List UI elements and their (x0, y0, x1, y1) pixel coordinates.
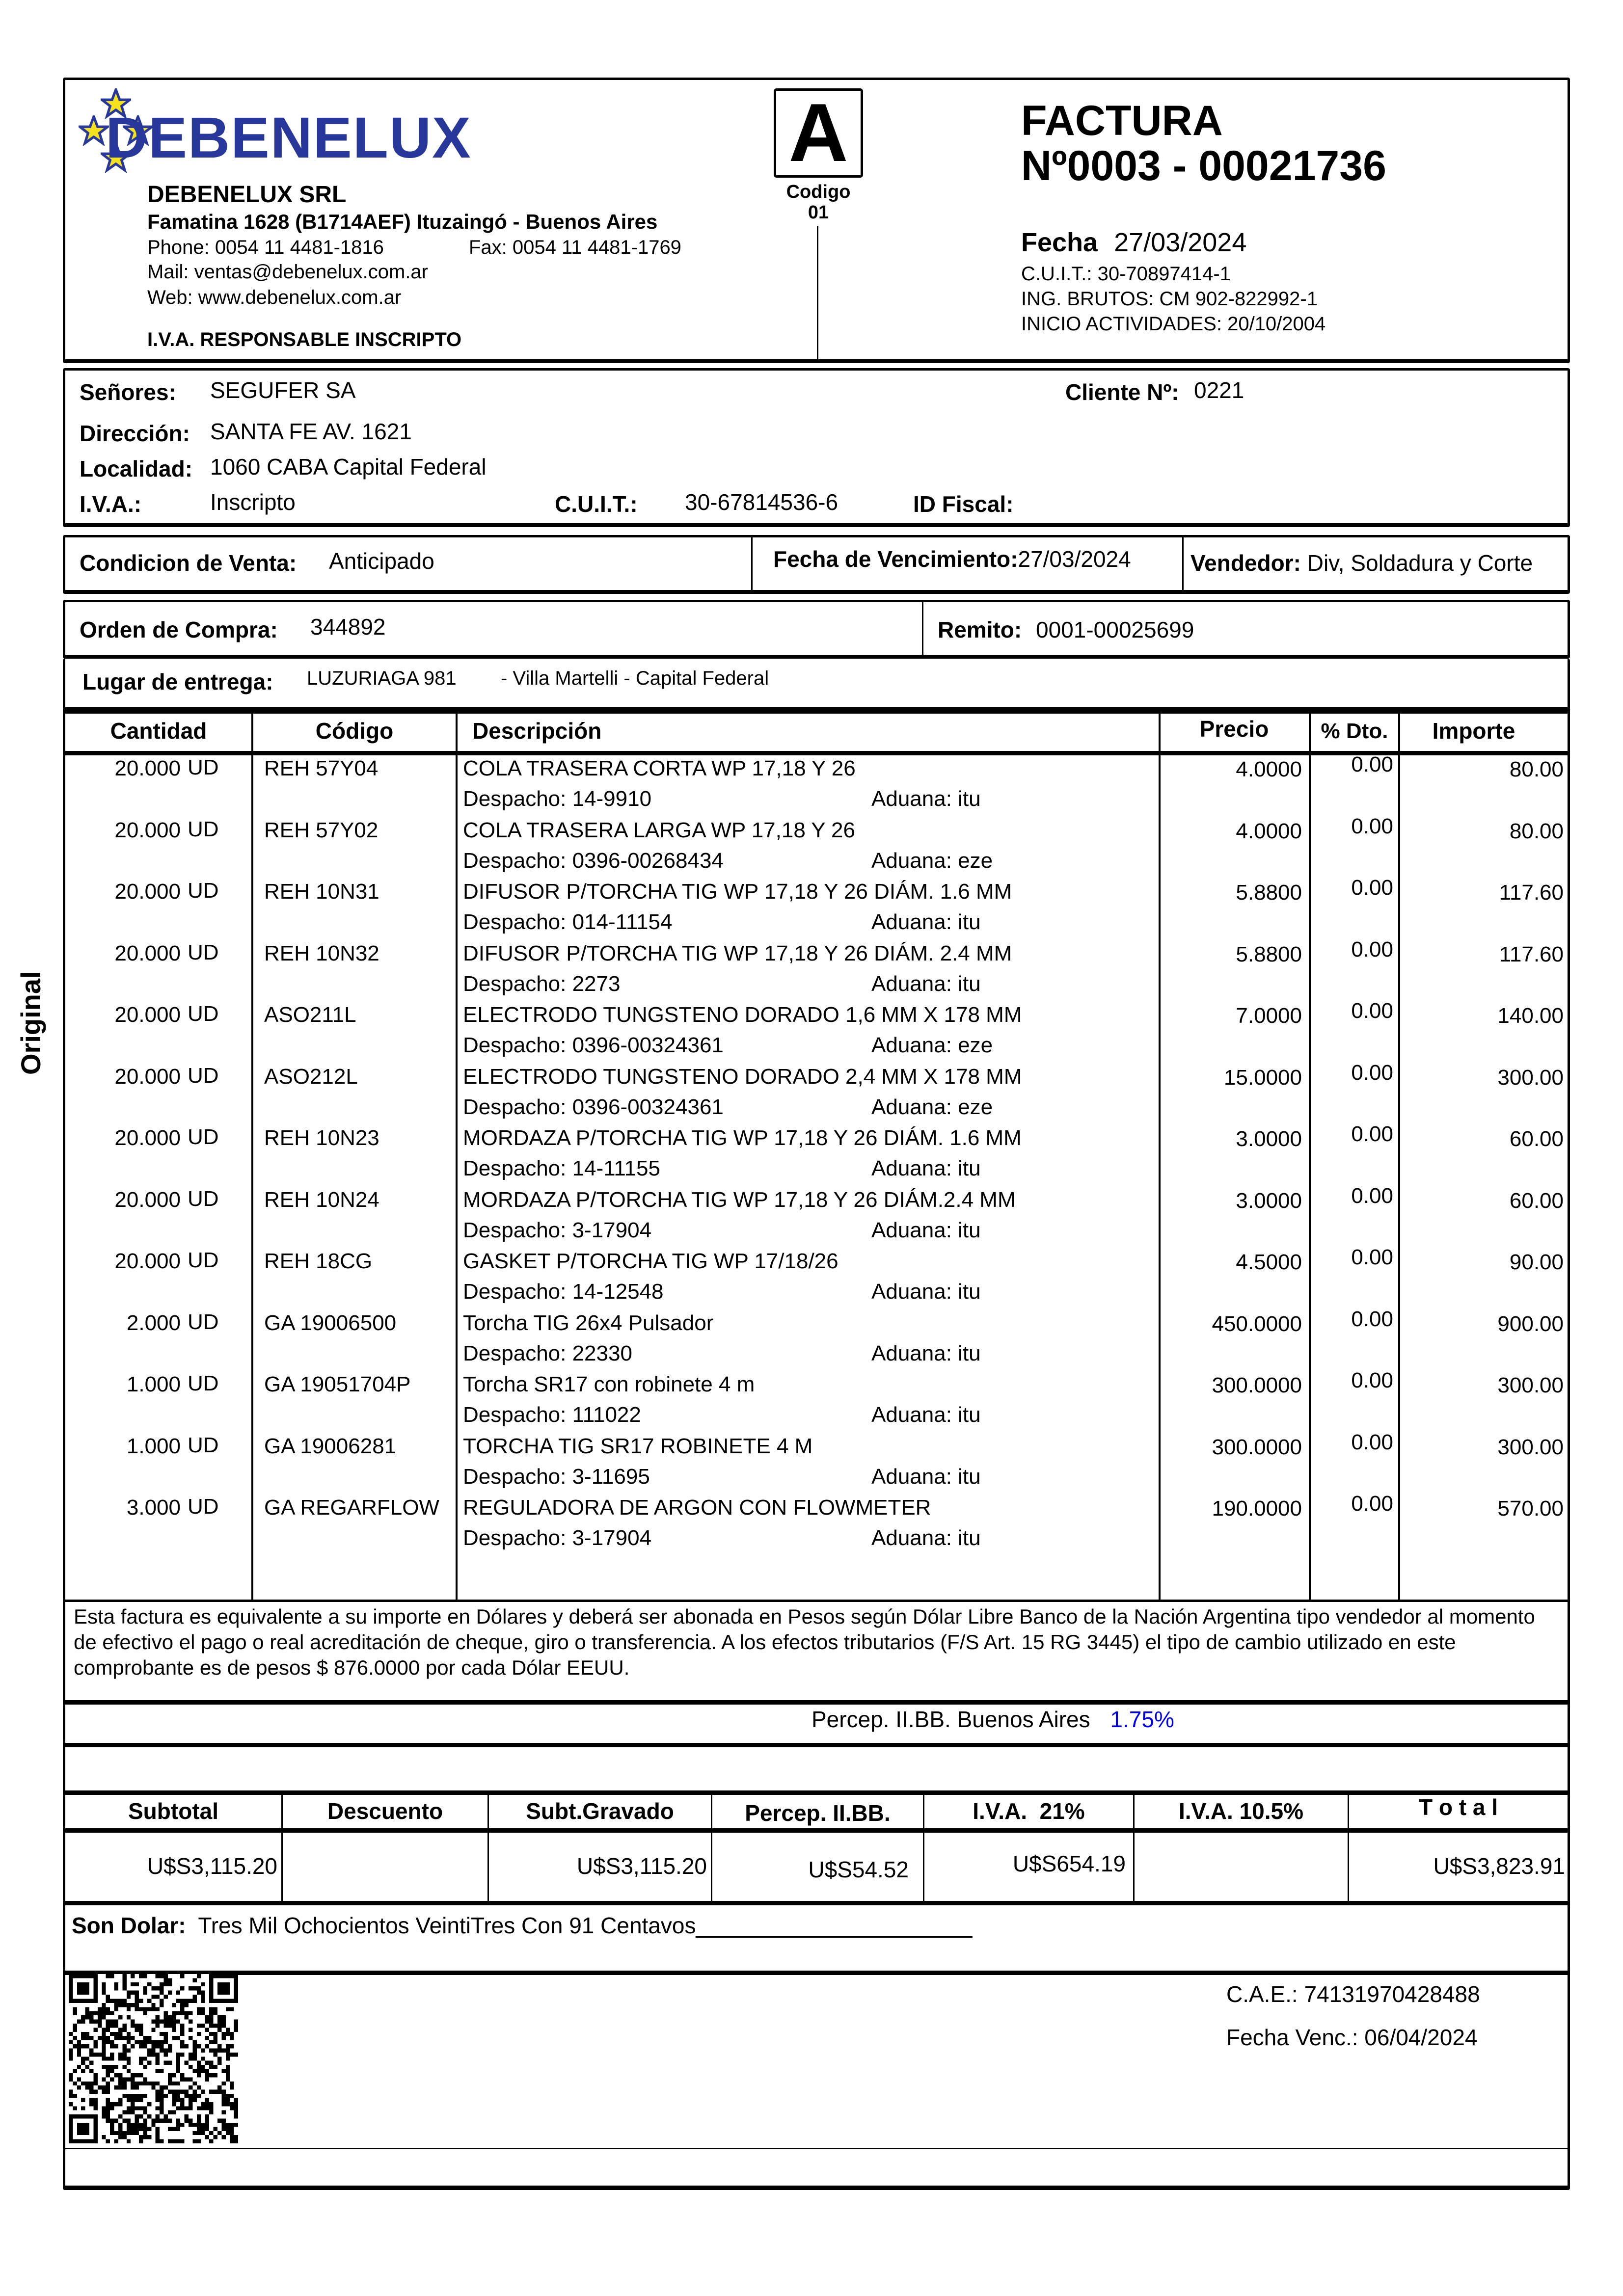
qr-code-icon (69, 1974, 238, 2143)
subtotal-value: U$S3,115.20 (147, 1853, 277, 1879)
item-amount: 900.00 (1497, 1312, 1564, 1336)
totals-header-iva105: I.V.A. 10.5% (1178, 1798, 1303, 1824)
spacer-box (63, 1746, 1570, 1795)
item-description: Torcha TIG 26x4 Pulsador (463, 1311, 714, 1335)
company-iva-condition: I.V.A. RESPONSABLE INSCRIPTO (147, 329, 462, 350)
item-aduana: Aduana: itu (871, 1280, 981, 1304)
invoice-date-row (1021, 228, 1246, 257)
sale-condition: Anticipado (329, 548, 434, 574)
item-despacho: Despacho: 22330 (463, 1341, 632, 1365)
company-name: DEBENELUX SRL (147, 182, 347, 208)
iva21-value: U$S654.19 (1012, 1851, 1126, 1876)
item-price: 3.0000 (1236, 1189, 1302, 1213)
company-mail: Mail: ventas@debenelux.com.ar (147, 261, 428, 283)
item-despacho: Despacho: 111022 (463, 1403, 641, 1427)
order-box (63, 600, 1570, 659)
amount-words-row (72, 1912, 972, 1939)
due-date-label: Fecha de Vencimiento: (773, 546, 1018, 572)
subt-gravado-value: U$S3,115.20 (576, 1853, 707, 1879)
item-price: 5.8800 (1236, 942, 1302, 966)
item-unit: UD (188, 1002, 219, 1026)
item-unit: UD (188, 817, 219, 841)
footer-divider (65, 2148, 1568, 2149)
invoice-inicio-actividades: INICIO ACTIVIDADES: 20/10/2004 (1021, 313, 1326, 335)
item-quantity: 20.000 (114, 1249, 181, 1273)
item-quantity: 3.000 (126, 1495, 181, 1520)
item-price: 190.0000 (1212, 1496, 1302, 1521)
item-amount: 60.00 (1509, 1189, 1564, 1213)
item-amount: 300.00 (1497, 1066, 1564, 1090)
column-divider (456, 712, 458, 1601)
company-fax: Fax: 0054 11 4481-1769 (469, 237, 681, 258)
item-amount: 80.00 (1509, 757, 1564, 781)
item-unit: UD (188, 1495, 219, 1519)
star-icon (79, 115, 109, 146)
item-aduana: Aduana: itu (871, 1156, 981, 1180)
column-divider (251, 712, 253, 1601)
totals-header-iva21: I.V.A. 21% (973, 1798, 1085, 1824)
item-price: 300.0000 (1212, 1435, 1302, 1459)
total-value: U$S3,823.91 (1433, 1853, 1565, 1879)
remito-label: Remito: (938, 617, 1022, 642)
cae-due-date: Fecha Venc.: 06/04/2024 (1226, 2025, 1478, 2050)
invoice-cuit: C.U.I.T.: 30-70897414-1 (1021, 263, 1231, 285)
due-date: 27/03/2024 (1018, 546, 1131, 572)
item-aduana: Aduana: itu (871, 1465, 981, 1489)
item-unit: UD (188, 1371, 219, 1395)
due-date-cell (773, 546, 1179, 572)
item-amount: 117.60 (1499, 881, 1564, 905)
item-discount: 0.00 (1351, 876, 1393, 900)
invoice-title: FACTURA (1021, 97, 1223, 144)
item-code: REH 10N32 (264, 941, 379, 965)
item-despacho: Despacho: 0396-00268434 (463, 849, 724, 873)
item-description: COLA TRASERA LARGA WP 17,18 Y 26 (463, 818, 855, 842)
item-code: REH 18CG (264, 1249, 373, 1273)
item-quantity: 20.000 (114, 818, 181, 842)
column-header-precio: Precio (1199, 716, 1269, 742)
totals-header-underline (64, 1828, 1569, 1833)
item-discount: 0.00 (1351, 752, 1393, 776)
purchase-order: 344892 (310, 614, 386, 640)
item-unit: UD (188, 1433, 219, 1457)
item-price: 7.0000 (1236, 1004, 1302, 1028)
item-quantity: 20.000 (114, 1003, 181, 1027)
client-locality-label: Localidad: (80, 456, 193, 481)
vendor: Div, Soldadura y Corte (1307, 550, 1533, 576)
item-discount: 0.00 (1351, 1430, 1393, 1454)
item-discount: 0.00 (1351, 1245, 1393, 1269)
client-iva: Inscripto (210, 489, 296, 515)
item-description: REGULADORA DE ARGON CON FLOWMETER (463, 1495, 931, 1520)
client-name-label: Señores: (80, 379, 176, 405)
client-cuit: 30-67814536-6 (685, 489, 839, 515)
item-aduana: Aduana: itu (871, 972, 981, 996)
totals-header-total: T o t a l (1419, 1794, 1498, 1820)
item-amount: 80.00 (1509, 819, 1564, 843)
item-description: DIFUSOR P/TORCHA TIG WP 17,18 Y 26 DIÁM. 1.6 MM (463, 880, 1012, 904)
item-unit: UD (188, 1064, 219, 1088)
item-quantity: 20.000 (114, 756, 181, 780)
item-code: REH 10N23 (264, 1126, 379, 1150)
item-description: ELECTRODO TUNGSTENO DORADO 1,6 MM X 178 MM (463, 1003, 1022, 1027)
item-aduana: Aduana: itu (871, 1218, 981, 1242)
item-discount: 0.00 (1351, 937, 1393, 961)
item-discount: 0.00 (1351, 1061, 1393, 1085)
item-unit: UD (188, 1248, 219, 1272)
item-unit: UD (188, 879, 219, 903)
client-number-label: Cliente Nº: (1065, 379, 1179, 405)
column-header-descripcion: Descripción (472, 718, 602, 744)
item-despacho: Despacho: 3-17904 (463, 1218, 652, 1242)
item-discount: 0.00 (1351, 1492, 1393, 1516)
item-despacho: Despacho: 0396-00324361 (463, 1095, 724, 1119)
item-unit: UD (188, 1310, 219, 1334)
item-description: ELECTRODO TUNGSTENO DORADO 2,4 MM X 178 MM (463, 1065, 1022, 1089)
divider (1182, 537, 1184, 591)
item-aduana: Aduana: itu (871, 787, 981, 811)
currency-note: Esta factura es equivalente a su importe en Dólares y deberá ser abonada en Pesos según Dólar Libre Banco de la Nación Argentina tipo vendedor al momento de efectivo el pago o real acreditación de cheque, giro o transferencia. A los efectos tributarios (F/S Art. 15 RG 3445) el tipo de cambio utilizado en este comprobante es de pesos $ 876.0000 por cada Dólar EEUU. (74, 1605, 1535, 1679)
item-code: REH 10N31 (264, 880, 379, 904)
item-amount: 90.00 (1509, 1250, 1564, 1274)
item-discount: 0.00 (1351, 999, 1393, 1023)
item-code: ASO211L (264, 1003, 356, 1027)
column-divider (1159, 712, 1161, 1601)
item-aduana: Aduana: itu (871, 1403, 981, 1427)
item-description: DIFUSOR P/TORCHA TIG WP 17,18 Y 26 DIÁM. 2.4 MM (463, 941, 1012, 965)
vendor-label: Vendedor: (1190, 550, 1301, 576)
column-divider (1309, 712, 1311, 1601)
item-despacho: Despacho: 014-11154 (463, 910, 673, 934)
item-code: REH 10N24 (264, 1188, 379, 1212)
item-unit: UD (188, 1125, 219, 1149)
item-despacho: Despacho: 14-12548 (463, 1280, 664, 1304)
item-quantity: 20.000 (114, 1188, 181, 1212)
item-code: GA 19006500 (264, 1311, 397, 1335)
totals-header-subt-gravado: Subt.Gravado (526, 1798, 674, 1824)
invoice-date: 27/03/2024 (1114, 228, 1247, 257)
column-header-codigo: Código (315, 718, 394, 744)
item-code: ASO212L (264, 1065, 358, 1089)
item-aduana: Aduana: eze (871, 1033, 993, 1057)
invoice-letter: A (788, 86, 848, 179)
item-aduana: Aduana: itu (871, 1526, 981, 1550)
item-discount: 0.00 (1351, 1307, 1393, 1331)
item-discount: 0.00 (1351, 1184, 1393, 1208)
item-description: COLA TRASERA CORTA WP 17,18 Y 26 (463, 756, 856, 780)
item-aduana: Aduana: eze (871, 1095, 993, 1119)
amount-words-label: Son Dolar: (72, 1913, 186, 1938)
invoice-number: Nº0003 - 00021736 (1021, 142, 1386, 189)
item-amount: 60.00 (1509, 1127, 1564, 1151)
sale-condition-label: Condicion de Venta: (80, 550, 297, 576)
item-aduana: Aduana: itu (871, 1341, 981, 1365)
client-id-fiscal-label: ID Fiscal: (913, 491, 1014, 517)
item-quantity: 20.000 (114, 941, 181, 965)
item-quantity: 20.000 (114, 1065, 181, 1089)
invoice-date-label: Fecha (1021, 228, 1098, 257)
item-code: REH 57Y02 (264, 818, 379, 842)
perception-row (812, 1706, 1174, 1733)
item-despacho: Despacho: 0396-00324361 (463, 1033, 724, 1057)
item-price: 4.0000 (1236, 757, 1302, 781)
item-code: REH 57Y04 (264, 756, 379, 780)
item-unit: UD (188, 940, 219, 964)
item-despacho: Despacho: 14-9910 (463, 787, 652, 811)
percep-value: U$S54.52 (808, 1857, 909, 1882)
invoice-ing-brutos: ING. BRUTOS: CM 902-822992-1 (1021, 288, 1318, 310)
purchase-order-label: Orden de Compra: (80, 617, 278, 642)
header-divider (817, 226, 818, 362)
delivery-street: LUZURIAGA 981 (307, 667, 457, 689)
item-unit: UD (188, 755, 219, 779)
divider (922, 602, 923, 656)
item-amount: 300.00 (1497, 1373, 1564, 1397)
perception-rate: 1.75% (1110, 1707, 1174, 1732)
item-description: TORCHA TIG SR17 ROBINETE 4 M (463, 1434, 813, 1458)
item-price: 15.0000 (1223, 1066, 1302, 1090)
item-discount: 0.00 (1351, 1122, 1393, 1146)
invoice-code: 01 (808, 202, 829, 223)
client-number: 0221 (1194, 377, 1244, 403)
client-name: SEGUFER SA (210, 377, 356, 403)
company-address: Famatina 1628 (B1714AEF) Ituzaingó - Buenos Aires (147, 210, 658, 233)
column-header-importe: Importe (1432, 718, 1515, 744)
client-address: SANTA FE AV. 1621 (210, 419, 412, 444)
item-description: MORDAZA P/TORCHA TIG WP 17,18 Y 26 DIÁM. 1.6 MM (463, 1126, 1022, 1150)
client-address-label: Dirección: (80, 421, 190, 446)
item-price: 5.8800 (1236, 881, 1302, 905)
item-despacho: Despacho: 2273 (463, 972, 621, 996)
delivery-box (63, 659, 1570, 710)
item-quantity: 1.000 (126, 1372, 181, 1396)
item-quantity: 2.000 (126, 1311, 181, 1335)
item-amount: 570.00 (1497, 1496, 1564, 1521)
delivery-label: Lugar de entrega: (82, 669, 273, 694)
item-price: 4.5000 (1236, 1250, 1302, 1274)
item-price: 300.0000 (1212, 1373, 1302, 1397)
company-phone: Phone: 0054 11 4481-1816 (147, 237, 384, 258)
divider (751, 537, 753, 591)
invoice-letter-box (774, 88, 863, 178)
column-header-dto: % Dto. (1321, 719, 1388, 743)
item-description: Torcha SR17 con robinete 4 m (463, 1372, 755, 1396)
remito: 0001-00025699 (1036, 617, 1194, 642)
delivery-city: - Villa Martelli - Capital Federal (501, 667, 769, 689)
item-amount: 140.00 (1497, 1004, 1564, 1028)
item-price: 450.0000 (1212, 1312, 1302, 1336)
amount-words: Tres Mil Ochocientos VeintiTres Con 91 Centavos______________________ (198, 1913, 973, 1938)
vendor-cell (1190, 550, 1566, 576)
item-code: GA 19051704P (264, 1372, 411, 1396)
totals-header-percep: Percep. II.BB. (745, 1800, 891, 1826)
item-amount: 117.60 (1499, 942, 1564, 966)
item-price: 3.0000 (1236, 1127, 1302, 1151)
item-code: GA 19006281 (264, 1434, 397, 1458)
item-price: 4.0000 (1236, 819, 1302, 843)
totals-header-subtotal: Subtotal (128, 1798, 218, 1824)
copy-label: Original (15, 971, 46, 1075)
item-despacho: Despacho: 14-11155 (463, 1156, 660, 1180)
totals-header-descuento: Descuento (327, 1798, 443, 1824)
item-description: MORDAZA P/TORCHA TIG WP 17,18 Y 26 DIÁM.2.4 MM (463, 1188, 1016, 1212)
company-web: Web: www.debenelux.com.ar (147, 287, 402, 308)
item-despacho: Despacho: 3-11695 (463, 1465, 650, 1489)
invoice-code-label: Codigo (786, 182, 851, 202)
item-unit: UD (188, 1187, 219, 1211)
item-code: GA REGARFLOW (264, 1495, 439, 1520)
client-cuit-label: C.U.I.T.: (555, 491, 638, 517)
item-discount: 0.00 (1351, 1368, 1393, 1392)
item-description: GASKET P/TORCHA TIG WP 17/18/26 (463, 1249, 839, 1273)
client-iva-label: I.V.A.: (80, 491, 142, 517)
column-header-cantidad: Cantidad (110, 718, 207, 744)
cae-number: C.A.E.: 74131970428488 (1226, 1981, 1480, 2007)
item-discount: 0.00 (1351, 814, 1393, 838)
item-amount: 300.00 (1497, 1435, 1564, 1459)
item-aduana: Aduana: itu (871, 910, 981, 934)
item-quantity: 1.000 (126, 1434, 181, 1458)
item-quantity: 20.000 (114, 880, 181, 904)
column-divider (1398, 712, 1400, 1601)
item-quantity: 20.000 (114, 1126, 181, 1150)
perception-label: Percep. II.BB. Buenos Aires (812, 1707, 1090, 1732)
item-aduana: Aduana: eze (871, 849, 993, 873)
logo-wordmark: DEBENELUX (106, 106, 472, 170)
client-locality: 1060 CABA Capital Federal (210, 454, 487, 480)
item-despacho: Despacho: 3-17904 (463, 1526, 652, 1550)
